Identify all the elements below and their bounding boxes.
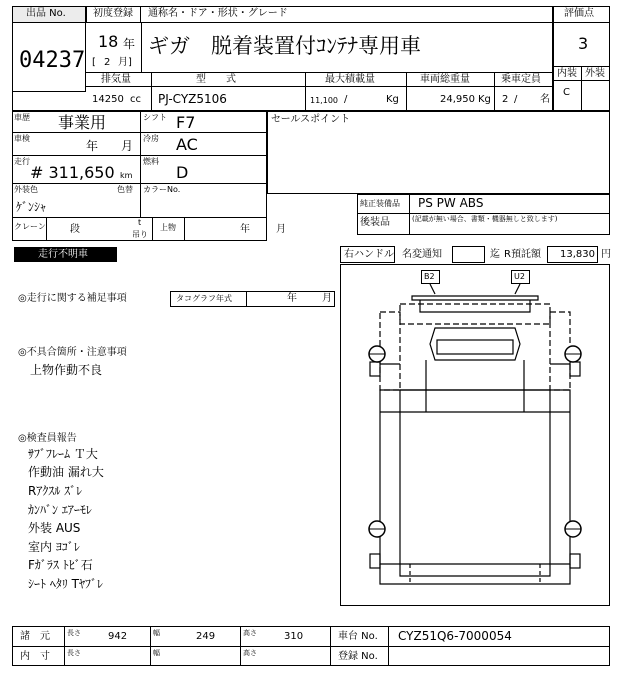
- height-value: 310: [284, 631, 304, 642]
- tachograph-label: タコグラフ年式: [176, 294, 232, 303]
- first-reg-label: 初度登録: [93, 8, 133, 19]
- mileage-unit: km: [120, 171, 133, 180]
- r-meter-value: 13,830: [560, 249, 595, 260]
- inspector-item: 作動油 漏れ大: [28, 465, 104, 479]
- lot-label: 出品 No.: [26, 8, 66, 19]
- spec-col-3: [406, 72, 407, 111]
- dims-label: 諸 元: [20, 631, 50, 642]
- crane-stage: 段: [70, 224, 80, 235]
- upper-year: 年: [240, 224, 250, 235]
- ac-value: AC: [176, 135, 198, 154]
- length-value: 942: [108, 631, 128, 642]
- reg-year: 18: [98, 32, 119, 51]
- ext-color-value: ｹﾞﾝｼｬ: [16, 200, 47, 214]
- shift-label: シフト: [143, 113, 167, 122]
- mileage-label: 走行: [14, 157, 30, 166]
- gross-weight-unit: Kg: [478, 94, 491, 105]
- ext-color-label: 外装色: [14, 185, 38, 194]
- spec-col-2: [305, 72, 306, 111]
- inspector-item: ｼｰﾄ ﾍﾀﾘ Tﾔﾌﾞﾚ: [28, 577, 103, 591]
- displacement: 14250: [92, 94, 124, 105]
- model-code: PJ-CYZ5106: [158, 92, 227, 106]
- spec-divider-mid: [86, 86, 553, 87]
- capacity-sep: /: [514, 94, 518, 105]
- reg-month-prefix: [: [92, 57, 96, 68]
- b2-label: B2: [424, 272, 435, 281]
- truck-diagram: [340, 264, 610, 606]
- footer-col-1: [64, 626, 65, 666]
- rating-divider-1: [553, 22, 610, 23]
- tacho-year: 年: [287, 293, 297, 304]
- inspection-year: 年: [86, 139, 99, 153]
- inspection-label: 車検: [14, 134, 30, 143]
- genuine-value: PS PW ABS: [418, 196, 484, 210]
- inspector-item: 室内 ﾖｺﾞﾚ: [28, 540, 80, 554]
- history-label: 車歴: [14, 113, 30, 122]
- name-change-label: 名変通知: [402, 249, 442, 260]
- crane-split-2: [152, 217, 153, 241]
- footer-col-5: [388, 626, 389, 666]
- tachograph-split: [246, 291, 247, 307]
- yen-unit: 円: [601, 249, 611, 260]
- fuel-value: D: [176, 163, 189, 182]
- details-row-1: [12, 132, 267, 133]
- name-change-box: [452, 246, 485, 263]
- rating-split: [581, 66, 582, 111]
- inspection-month: 月: [121, 139, 134, 153]
- reg-no-label: 登録 No.: [338, 651, 378, 662]
- r-meter-label: R預託額: [504, 249, 541, 260]
- ac-label: 冷房: [143, 134, 159, 143]
- chassis-label: 車台 No.: [338, 631, 378, 642]
- length-label: 長さ: [67, 629, 81, 637]
- defect-item: 上物作動不良: [30, 363, 103, 377]
- inner-length-label: 長さ: [67, 649, 81, 657]
- fuel-label: 燃料: [143, 157, 159, 166]
- capacity: 2: [502, 94, 509, 105]
- chassis-value: CYZ51Q6-7000054: [398, 629, 512, 643]
- handle-value: 右ハンドル: [344, 249, 394, 260]
- odometer-label: 迄: [490, 249, 500, 260]
- crane-split-1: [46, 217, 47, 241]
- color-no-label: 色替: [117, 185, 133, 194]
- shift-value: F7: [176, 113, 196, 132]
- vehicle-name: ギガ 脱着装置付ｺﾝﾃﾅ専用車: [148, 34, 421, 58]
- footer-col-2: [150, 626, 151, 666]
- lot-number: 04237: [19, 48, 86, 73]
- rating-label: 評価点: [564, 8, 594, 19]
- details-row-2: [12, 155, 267, 156]
- model-label: 型 式: [196, 74, 236, 85]
- aftermarket-note: (記載が無い場合、書類・機器無しと致します): [412, 215, 558, 223]
- header-divider: [86, 22, 553, 23]
- history-value: 事業用: [58, 113, 107, 132]
- inspector-item: Fｶﾞﾗｽ ﾄﾋﾞ石: [28, 558, 93, 572]
- width-value: 249: [196, 631, 216, 642]
- capacity-unit: 名: [540, 94, 550, 105]
- max-load-label: 最大積載量: [325, 74, 375, 85]
- spec-divider-top: [86, 72, 553, 73]
- gross-weight: 24,950: [440, 94, 475, 105]
- name-divider: [141, 22, 142, 72]
- crane-label: クレーン: [14, 222, 46, 231]
- mileage-value: # 311,650: [30, 163, 115, 182]
- rating-value: 3: [578, 34, 589, 53]
- rating-divider-3: [553, 80, 610, 81]
- aftermarket-label: 後装品: [360, 217, 390, 228]
- footer-col-3: [240, 626, 241, 666]
- width-label: 幅: [153, 629, 160, 637]
- max-load-unit: Kg: [386, 94, 399, 105]
- exterior-label: 外装: [585, 68, 605, 79]
- upper-month: 月: [276, 224, 286, 235]
- genuine-label: 純正装備品: [360, 199, 400, 208]
- u2-label: U2: [514, 272, 525, 281]
- spec-col-1: [151, 72, 152, 111]
- interior-grade: C: [563, 87, 570, 98]
- max-load: 11,100: [310, 96, 338, 105]
- crane-ton: t: [138, 218, 142, 227]
- inspector-item: ｻﾌﾞﾌﾚｰﾑ Ｔ大: [28, 447, 98, 461]
- driving-notes-label: ◎走行に関する補足事項: [18, 293, 127, 304]
- displacement-label: 排気量: [101, 74, 131, 85]
- upper-label: 上物: [160, 223, 176, 232]
- footer-row-split: [12, 646, 610, 647]
- footer-col-4: [330, 626, 331, 666]
- inspector-item: Rｱｸｽﾙ ｽﾞﾚ: [28, 484, 83, 498]
- reg-month: 2: [104, 57, 111, 68]
- color-code-label: カラーNo.: [143, 185, 181, 194]
- reg-month-suffix: 月]: [118, 57, 132, 68]
- reg-year-unit: 年: [123, 37, 136, 51]
- height-label: 高さ: [243, 629, 257, 637]
- displacement-unit: cc: [130, 94, 141, 105]
- crane-lift: 吊り: [132, 230, 148, 239]
- interior-label: 内装: [557, 68, 577, 79]
- defects-label: ◎不具合箇所・注意事項: [18, 347, 127, 358]
- spec-col-4: [494, 72, 495, 111]
- selling-points-label: セールスポイント: [271, 114, 351, 125]
- gross-weight-label: 車両総重量: [420, 74, 470, 85]
- details-split: [140, 111, 141, 183]
- tacho-month: 月: [322, 293, 332, 304]
- max-load-sep: /: [344, 94, 348, 105]
- inspector-item: ｶﾝﾊﾞﾝ ｴｱｰﾓﾚ: [28, 503, 92, 517]
- name-label: 通称名・ドア・形状・グレード: [148, 8, 288, 19]
- inner-height-label: 高さ: [243, 649, 257, 657]
- capacity-label: 乗車定員: [501, 74, 541, 85]
- inspector-label: ◎検査員報告: [18, 433, 77, 444]
- status-badge-text: 走行不明車: [38, 249, 88, 260]
- inner-width-label: 幅: [153, 649, 160, 657]
- crane-split-3: [184, 217, 185, 241]
- inner-dims-label: 内 寸: [20, 651, 50, 662]
- details-color-split: [140, 183, 141, 217]
- inspector-item: 外装 AUS: [28, 521, 81, 535]
